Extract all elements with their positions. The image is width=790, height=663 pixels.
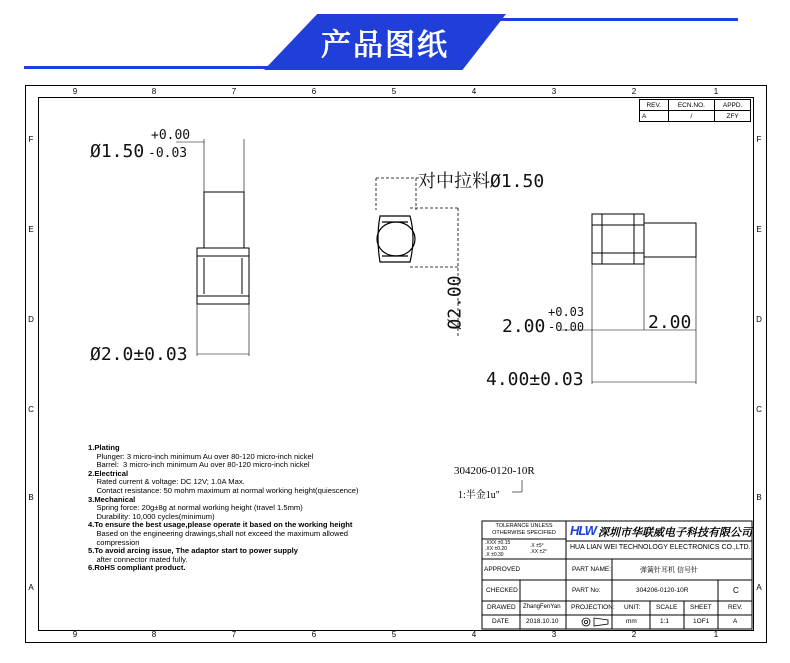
zone-row-label: A bbox=[756, 583, 762, 592]
spec-note-line: Plunger: 3 micro-inch minimum Au over 80-120 micro-inch nickel bbox=[88, 451, 314, 461]
dim-d150-label: Ø1.50 bbox=[90, 141, 145, 162]
zone-column-label: 5 bbox=[391, 630, 397, 639]
date-label: DATE bbox=[492, 618, 509, 625]
ecn-value: / bbox=[668, 111, 715, 122]
dim-len400-label: 4.00±0.03 bbox=[486, 369, 584, 390]
zone-row-label: B bbox=[756, 493, 762, 502]
zone-column-label: 9 bbox=[72, 87, 78, 96]
part-no-label: PART No: bbox=[572, 587, 601, 594]
zone-row-label: A bbox=[28, 583, 34, 592]
page-title: 产品图纸 bbox=[321, 29, 449, 62]
appd-value: ZFY bbox=[715, 111, 751, 122]
zone-column-label: 3 bbox=[551, 630, 557, 639]
company-logo: HLW bbox=[570, 523, 596, 538]
part-name-label: PART NAME: bbox=[572, 566, 612, 573]
zone-column-label: 1 bbox=[713, 630, 719, 639]
zone-column-label: 8 bbox=[151, 87, 157, 96]
dim-d20-label: Ø2.0±0.03 bbox=[90, 344, 188, 365]
zone-column-label: 1 bbox=[713, 87, 719, 96]
zone-column-label: 2 bbox=[631, 87, 637, 96]
angle-lines bbox=[530, 544, 547, 556]
drawer-name: ZhangFenYan bbox=[523, 604, 561, 610]
spec-note-line: 3.Mechanical bbox=[88, 494, 136, 504]
zone-column-label: 5 bbox=[391, 87, 397, 96]
spec-note-line: 6.RoHS compliant product. bbox=[88, 563, 186, 573]
zone-column-label: 8 bbox=[151, 630, 157, 639]
projection-symbol bbox=[582, 618, 608, 626]
dim-len200-right: 2.00 bbox=[648, 312, 692, 333]
appd-header: APPD. bbox=[715, 100, 751, 111]
spec-note-line: Barrel: 3 micro-inch minimum Au over 80-120 micro-inch nickel bbox=[88, 460, 310, 470]
dim-len200-upper: +0.03 bbox=[548, 305, 585, 319]
dim-d150-lower: -0.03 bbox=[148, 146, 188, 161]
spec-note-line: 5.To avoid arcing issue, The adaptor start to power supply bbox=[88, 546, 298, 556]
drawed-label: DRAWED bbox=[487, 604, 516, 611]
approved-label: APPROVED bbox=[484, 566, 521, 573]
rev-value-bottom: A bbox=[733, 618, 738, 625]
tolerance-header: TOLERANCE UNLESS OTHERWISE SPECIFIED bbox=[492, 523, 556, 536]
rev-value: A bbox=[640, 111, 669, 122]
plunger-outline bbox=[204, 192, 244, 248]
tolerance-line-3: .X ±0.30 bbox=[485, 551, 504, 558]
dim-center-label: 对中拉料Ø1.50 bbox=[418, 171, 545, 192]
sheet-value: 1OF1 bbox=[693, 618, 710, 625]
spec-note-line: Rated current & voltage: DC 12V; 1.0A Max. bbox=[88, 477, 245, 487]
scale-label: SCALE bbox=[656, 604, 678, 611]
spec-note-line: 4.To ensure the best usage,please operate it based on the working height bbox=[88, 520, 353, 530]
zone-column-label: 2 bbox=[631, 630, 637, 639]
part-number-callout: 304206-0120-10R bbox=[454, 465, 535, 477]
dim-d150-upper: +0.00 bbox=[151, 128, 191, 143]
zone-column-label: 9 bbox=[72, 630, 78, 639]
end-view bbox=[377, 216, 415, 262]
zone-column-label: 7 bbox=[231, 630, 237, 639]
rev-label: REV. bbox=[728, 604, 743, 611]
rev-header: REV. bbox=[640, 100, 669, 111]
tolerance-line-2: .XX ±0.20 bbox=[485, 545, 507, 552]
zone-row-label: B bbox=[28, 493, 34, 502]
zone-row-label: F bbox=[28, 135, 34, 144]
zone-row-label: F bbox=[756, 135, 762, 144]
spec-note-line: 1.Plating bbox=[88, 443, 120, 452]
zone-column-label: 7 bbox=[231, 87, 237, 96]
angle-line-2: .XX ±2° bbox=[530, 548, 547, 555]
scale-value: 1:1 bbox=[660, 618, 670, 625]
company-name-cn: 深圳市华联威电子科技有限公司 bbox=[598, 527, 752, 539]
unit-label: UNIT: bbox=[624, 604, 641, 611]
angle-line-1: .X ±5° bbox=[530, 543, 544, 549]
company-name-en: HUA LIAN WEI TECHNOLOGY ELECTRONICS CO.,LTD. bbox=[570, 544, 751, 551]
sheet-label: SHEET bbox=[690, 604, 712, 611]
unit-value: mm bbox=[626, 618, 637, 625]
pin-side-view bbox=[592, 214, 696, 264]
dim-len200-label: 2.00 bbox=[502, 316, 546, 337]
zone-column-label: 4 bbox=[471, 630, 477, 639]
spec-note-line: 2.Electrical bbox=[88, 468, 129, 478]
plating-note-callout: 1:半金1u" bbox=[458, 490, 500, 501]
part-name-value: 弹簧针耳机 信号针 bbox=[640, 567, 698, 574]
zone-column-label: 6 bbox=[311, 87, 317, 96]
checked-label: CHECKED bbox=[486, 587, 518, 594]
zone-column-label: 6 bbox=[311, 630, 317, 639]
spec-note-line: compression bbox=[88, 537, 140, 547]
spec-note-line: after connector mated fully. bbox=[88, 554, 188, 564]
zone-row-label: E bbox=[28, 225, 34, 234]
spec-note-line: Based on the engineering drawings,shall not exceed the maximum allowed bbox=[88, 528, 349, 538]
projection-label: PROJECTION: bbox=[571, 604, 615, 611]
spec-note-line: Spring force: 20g±8g at normal working height (travel 1.5mm) bbox=[88, 503, 303, 513]
spec-notes bbox=[88, 444, 359, 573]
zone-row-label: C bbox=[28, 405, 34, 414]
zone-row-label: D bbox=[756, 315, 762, 324]
part-no-value: 304206-0120-10R bbox=[636, 587, 689, 594]
spec-note-line: Durability: 10,000 cycles(minimum) bbox=[88, 511, 215, 521]
tolerance-line-1: .XXX ±0.15 bbox=[485, 540, 511, 546]
date-value: 2018.10.10 bbox=[526, 618, 559, 625]
part-rev-value: C bbox=[733, 586, 739, 595]
zone-column-label: 3 bbox=[551, 87, 557, 96]
dim-d200-vertical: Ø2.00 bbox=[444, 275, 466, 330]
ecn-header: ECN.NO. bbox=[668, 100, 715, 111]
tolerance-lines bbox=[485, 541, 510, 558]
dim-len200-lower: -0.00 bbox=[548, 320, 585, 334]
spec-note-line: Contact resistance: 50 mohm maximum at normal working height(quiescence) bbox=[88, 485, 359, 495]
zone-row-label: C bbox=[756, 405, 762, 414]
zone-column-label: 4 bbox=[471, 87, 477, 96]
zone-row-label: E bbox=[756, 225, 762, 234]
zone-row-label: D bbox=[28, 315, 34, 324]
